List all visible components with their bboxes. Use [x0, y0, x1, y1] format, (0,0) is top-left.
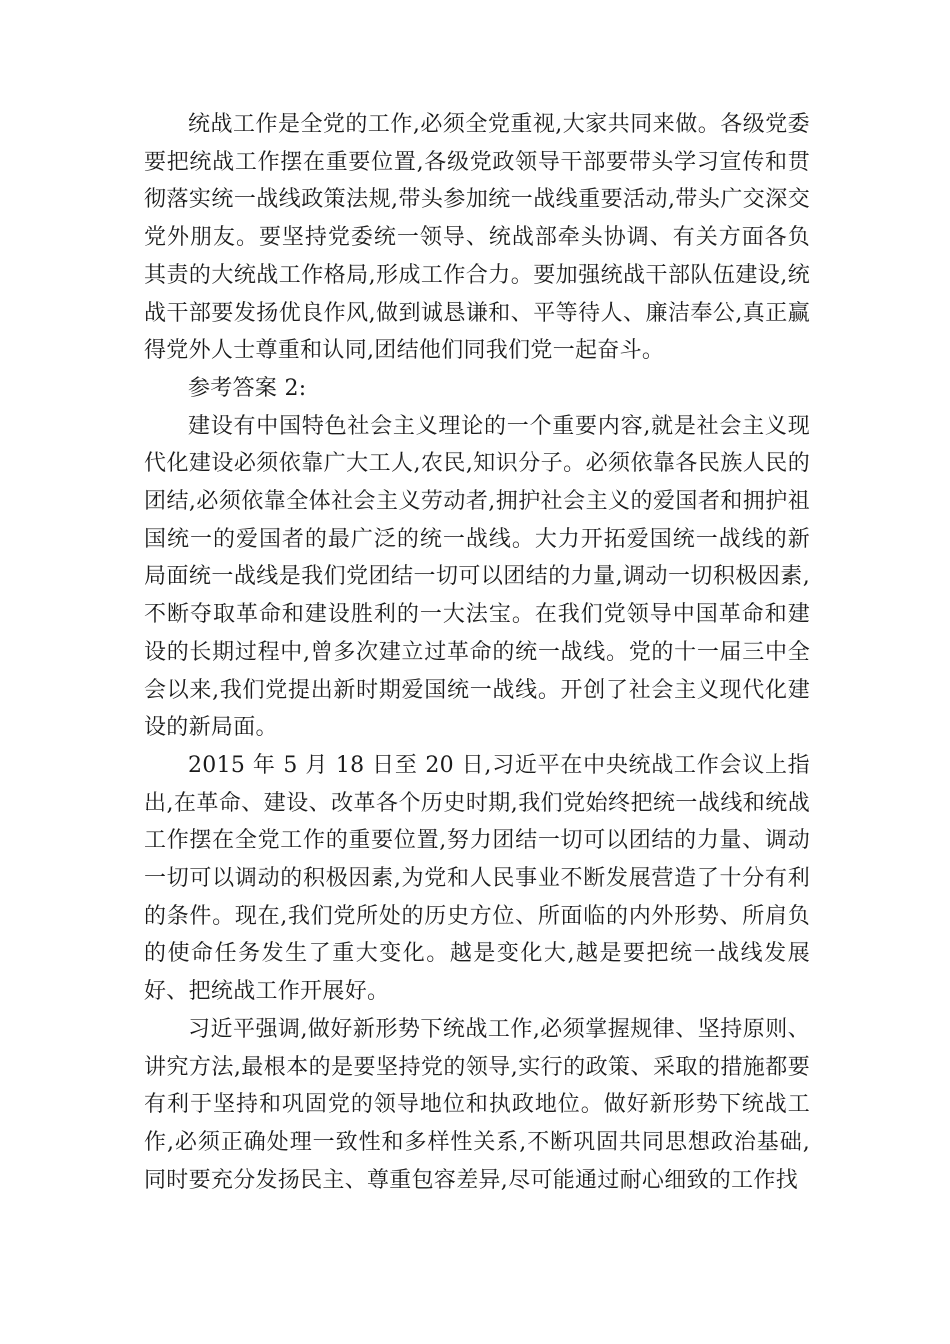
document-body [144, 106, 810, 1199]
reference-answer-heading: 参考答案 2: [188, 375, 307, 401]
paragraph-socialism-theory: 建设有中国特色社会主义理论的一个重要内容,就是社会主义现代化建设必须依靠广大工人,农民,知识分子。必须依靠各民族人民的团结,必须依靠全体社会主义劳动者,拥护社会主义的爱国者和拥护祖国统一的爱国者的最广泛的统一战线。大力开拓爱国统一战线的新局面统一战线是我们党团结一切可以团结的力量,调动一切积极因素,不断夺取革命和建设胜利的一大法宝。在我们党领导中国革命和建设的长期过程中,曾多次建立过革命的统一战线。党的十一届三中全会以来,我们党提出新时期爱国统一战线。开创了社会主义现代化建设的新局面。 [144, 413, 810, 741]
paragraph-new-situation: 习近平强调,做好新形势下统战工作,必须掌握规律、坚持原则、讲究方法,最根本的是要坚持党的领导,实行的政策、采取的措施都要有利于坚持和巩固党的领导地位和执政地位。做好新形势下统战工作,必须正确处理一致性和多样性关系,不断巩固共同思想政治基础,同时要充分发扬民主、尊重包容差异,尽可能通过耐心细致的工作找 [144, 1016, 810, 1193]
paragraph-united-front-work: 统战工作是全党的工作,必须全党重视,大家共同来做。各级党委要把统战工作摆在重要位置,各级党政领导干部要带头学习宣传和贯彻落实统一战线政策法规,带头参加统一战线重要活动,带头广交深交党外朋友。要坚持党委统一领导、统战部牵头协调、有关方面各负其责的大统战工作格局,形成工作合力。要加强统战干部队伍建设,统战干部要发扬优良作风,做到诚恳谦和、平等待人、廉洁奉公,真正赢得党外人士尊重和认同,团结他们同我们党一起奋斗。 [144, 112, 810, 364]
paragraph-2015-conference: 2015 年 5 月 18 日至 20 日,习近平在中央统战工作会议上指出,在革命、建设、改革各个历史时期,我们党始终把统一战线和统战工作摆在全党工作的重要位置,努力团结一切可以团结的力量、调动一切可以调动的积极因素,为党和人民事业不断发展营造了十分有利的条件。现在,我们党所处的历史方位、所面临的内外形势、所肩负的使命任务发生了重大变化。越是变化大,越是要把统一战线发展好、把统战工作开展好。 [144, 752, 810, 1005]
